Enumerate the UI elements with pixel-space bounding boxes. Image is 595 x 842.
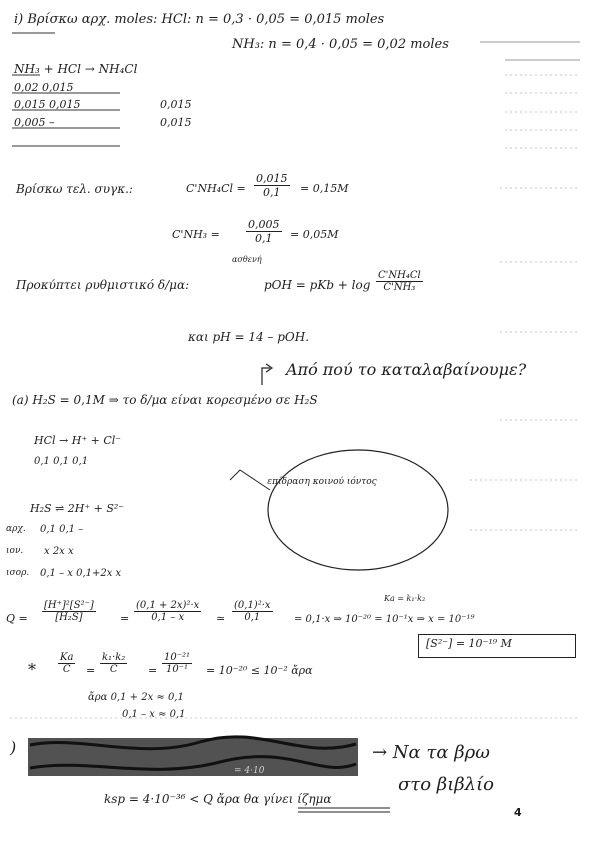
side-note-line-2: στο βιβλίο	[398, 774, 494, 795]
fraction-numerator: (0,1 + 2x)²·x	[136, 600, 200, 611]
reaction-row-initial: 0,02 0,015	[14, 81, 74, 94]
side-note-line-1: → Να τα βρω	[372, 742, 490, 763]
reaction-row-final: 0,005 –	[14, 116, 55, 129]
line-initial-moles-nh3: NH₃: n = 0,4 · 0,05 = 0,02 moles	[232, 37, 449, 52]
conc-nh3-result: = 0,05M	[290, 228, 339, 241]
reaction-row-final-product: 0,015	[160, 116, 192, 129]
fraction-denominator: 0,1	[244, 612, 261, 623]
q-label: Q =	[6, 612, 28, 625]
row-label-initial: αρχ.	[6, 524, 26, 534]
common-ion-note: επίδραση κοινού ιόντος	[267, 477, 377, 487]
line-initial-moles-hcl: i) Βρίσκω αρχ. moles: HCl: n = 0,3 · 0,05 = 0,015 moles	[14, 12, 385, 27]
star-marker: *	[28, 660, 36, 679]
conc-nh4cl-lhs: C'NH₄Cl =	[186, 182, 246, 195]
conc-nh3-fraction	[246, 218, 282, 245]
fraction-denominator: 0,1	[255, 232, 273, 245]
fraction-denominator: C	[109, 664, 118, 675]
ka-note: Ka = k₁·k₂	[384, 594, 426, 603]
fraction-numerator: (0,1)²·x	[234, 600, 271, 611]
fraction-numerator: k₁·k₂	[102, 652, 126, 663]
reaction-row-react: 0,015 0,015	[14, 98, 81, 111]
numeric-ratio-fraction	[162, 652, 192, 675]
h2s-dissociation: H₂S ⇌ 2H⁺ + S²⁻	[30, 502, 125, 515]
reaction-equation: NH₃ + HCl → NH₄Cl	[14, 62, 138, 76]
row-label-ionized: ιον.	[6, 546, 24, 556]
approx-line-1: ἄρα 0,1 + 2x ≈ 0,1	[88, 692, 184, 703]
q-fraction-1	[42, 600, 96, 623]
fraction-numerator: 10⁻²¹	[164, 652, 191, 663]
page-number: 4	[514, 806, 522, 819]
s2-result: [S²⁻] = 10⁻¹⁹ M	[426, 637, 512, 650]
redacted-visible-fragment: = 4·10	[234, 766, 265, 776]
approx-line-2: 0,1 – x ≈ 0,1	[122, 709, 186, 720]
hcl-dissociation: HCl → H⁺ + Cl⁻	[34, 434, 122, 447]
fraction-denominator: [H₂S]	[55, 612, 83, 623]
fraction-denominator: C'NH₃	[383, 282, 416, 293]
q-fraction-2	[134, 600, 201, 623]
ka-over-c-fraction	[58, 652, 75, 675]
hcl-concentrations: 0,1 0,1 0,1	[34, 456, 89, 467]
q-continued: = 0,1·x ⇒ 10⁻²⁰ = 10⁻¹x ⇒ x = 10⁻¹⁹	[294, 614, 475, 625]
h2s-row-equilibrium: 0,1 – x 0,1+2x x	[40, 568, 122, 579]
q-fraction-3	[232, 600, 273, 623]
ksp-comparison: ksp = 4·10⁻³⁶ < Q ἄρα θα γίνει ίζημα	[104, 792, 332, 806]
fraction-numerator: 0,015	[256, 172, 288, 185]
conc-nh4cl-result: = 0,15M	[300, 182, 349, 195]
part-a-statement: (a) H₂S = 0,1M ⇒ το δ/μα είναι κορεσμένο σε H₂S	[12, 393, 318, 407]
fraction-numerator: Ka	[60, 652, 74, 663]
ph-equation: και pH = 14 – pOH.	[188, 330, 310, 344]
small-margin-note: ασθενή	[232, 255, 262, 264]
poh-equation: pOH = pKb + log	[264, 278, 371, 292]
equals-sign: =	[120, 612, 130, 625]
equals-sign: =	[148, 664, 158, 677]
h2s-row-initial: 0,1 0,1 –	[40, 524, 84, 535]
poh-log-fraction	[376, 270, 423, 293]
common-ion-circle	[268, 450, 448, 570]
reaction-row-react-product: 0,015	[160, 98, 192, 111]
conc-nh4cl-fraction	[254, 172, 290, 199]
approx-sign: ≃	[216, 612, 226, 625]
handwritten-question: Από πού το καταλαβαίνουμε?	[286, 360, 527, 379]
k1k2-over-c-fraction	[100, 652, 127, 675]
buffer-label: Προκύπτει ρυθμιστικό δ/μα:	[16, 278, 190, 292]
fraction-denominator: 0,1	[263, 186, 281, 199]
fraction-numerator: C'NH₄Cl	[378, 270, 421, 281]
fraction-denominator: C	[62, 664, 71, 675]
fraction-numerator: [H⁺]²[S²⁻]	[44, 600, 94, 611]
fraction-denominator: 0,1 – x	[151, 612, 185, 623]
row-label-equilibrium: ισορ.	[6, 568, 30, 578]
conc-nh3-lhs: C'NH₃ =	[172, 228, 220, 241]
equals-sign: =	[86, 664, 96, 677]
star-continued: = 10⁻²⁰ ≤ 10⁻² ἄρα	[206, 664, 313, 677]
final-conc-label: Βρίσκω τελ. συγκ.:	[16, 182, 133, 196]
redacted-prefix: )	[10, 738, 17, 757]
fraction-denominator: 10⁻¹	[166, 664, 189, 675]
h2s-row-ionized: x 2x x	[44, 546, 74, 557]
fraction-numerator: 0,005	[248, 218, 280, 231]
